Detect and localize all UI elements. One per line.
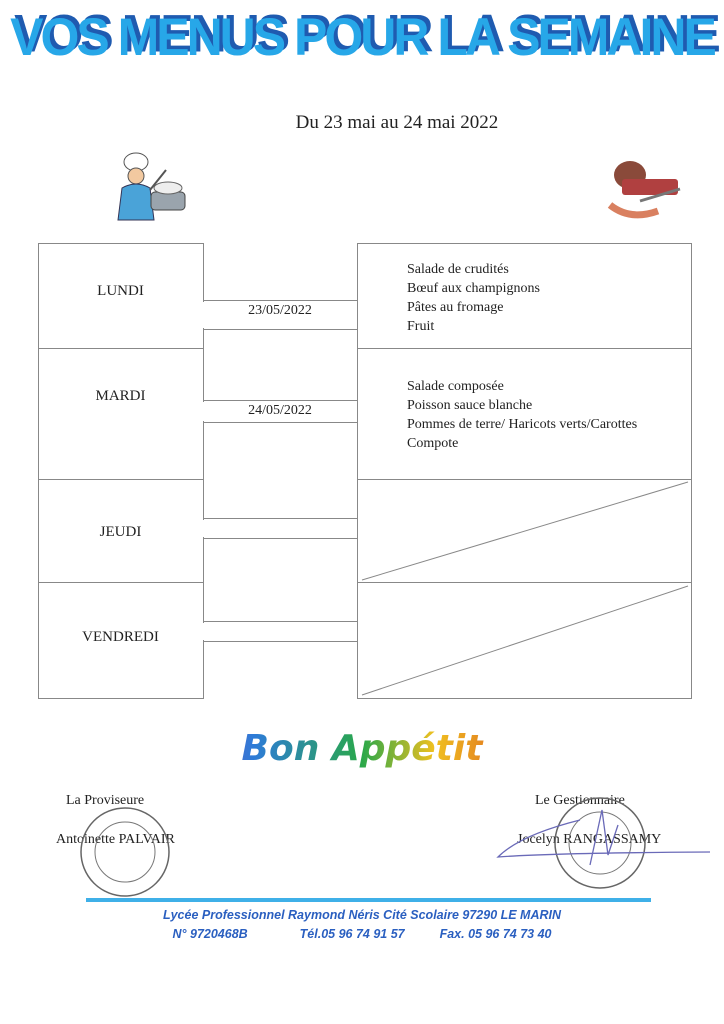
menu-item: Salade composée: [407, 379, 504, 394]
date-lundi: 23/05/2022: [248, 303, 312, 318]
footer-tel: Tél.05 96 74 91 57: [299, 927, 405, 941]
empty-jeudi-slash: [362, 482, 688, 580]
day-jeudi: JEUDI: [99, 524, 142, 540]
empty-vendredi-slash: [362, 586, 688, 695]
footer-rule: [86, 898, 651, 902]
footer-uai: N° 9720468B: [172, 927, 248, 941]
left-name: Antoinette PALVAIR: [56, 832, 175, 847]
day-lundi: LUNDI: [97, 283, 144, 299]
menu-item: Pommes de terre/ Haricots verts/Carottes: [407, 417, 638, 432]
right-name: Jocelyn RANGASSAMY: [517, 832, 662, 847]
footer-address: Lycée Professionnel Raymond Néris Cité Scolaire 97290 LE MARIN: [162, 908, 562, 922]
week-range: Du 23 mai au 24 mai 2022: [295, 112, 499, 133]
day-mardi: MARDI: [95, 388, 146, 404]
menu-item: Pâtes au fromage: [407, 300, 504, 315]
day-vendredi: VENDREDI: [82, 629, 159, 645]
page-title: VOS MENUS POUR LA SEMAINE: [10, 7, 714, 67]
menu-item: Compote: [407, 436, 459, 451]
right-role: Le Gestionnaire: [535, 793, 625, 808]
bon-appetit-banner: Bon Appétit: [0, 728, 724, 769]
signature-stamp-right: [490, 795, 715, 895]
menu-item: Bœuf aux champignons: [407, 281, 540, 296]
left-role: La Proviseure: [66, 793, 145, 808]
menu-mardi: [407, 377, 637, 453]
footer-contacts: [0, 927, 724, 941]
menu-lundi: [407, 260, 540, 336]
school-stamp-left: [78, 805, 172, 899]
footer-fax: Fax. 05 96 74 73 40: [439, 927, 552, 941]
menu-item: Salade de crudités: [407, 262, 509, 277]
date-mardi: 24/05/2022: [248, 403, 312, 418]
menu-item: Fruit: [407, 319, 435, 334]
menu-item: Poisson sauce blanche: [407, 398, 533, 413]
